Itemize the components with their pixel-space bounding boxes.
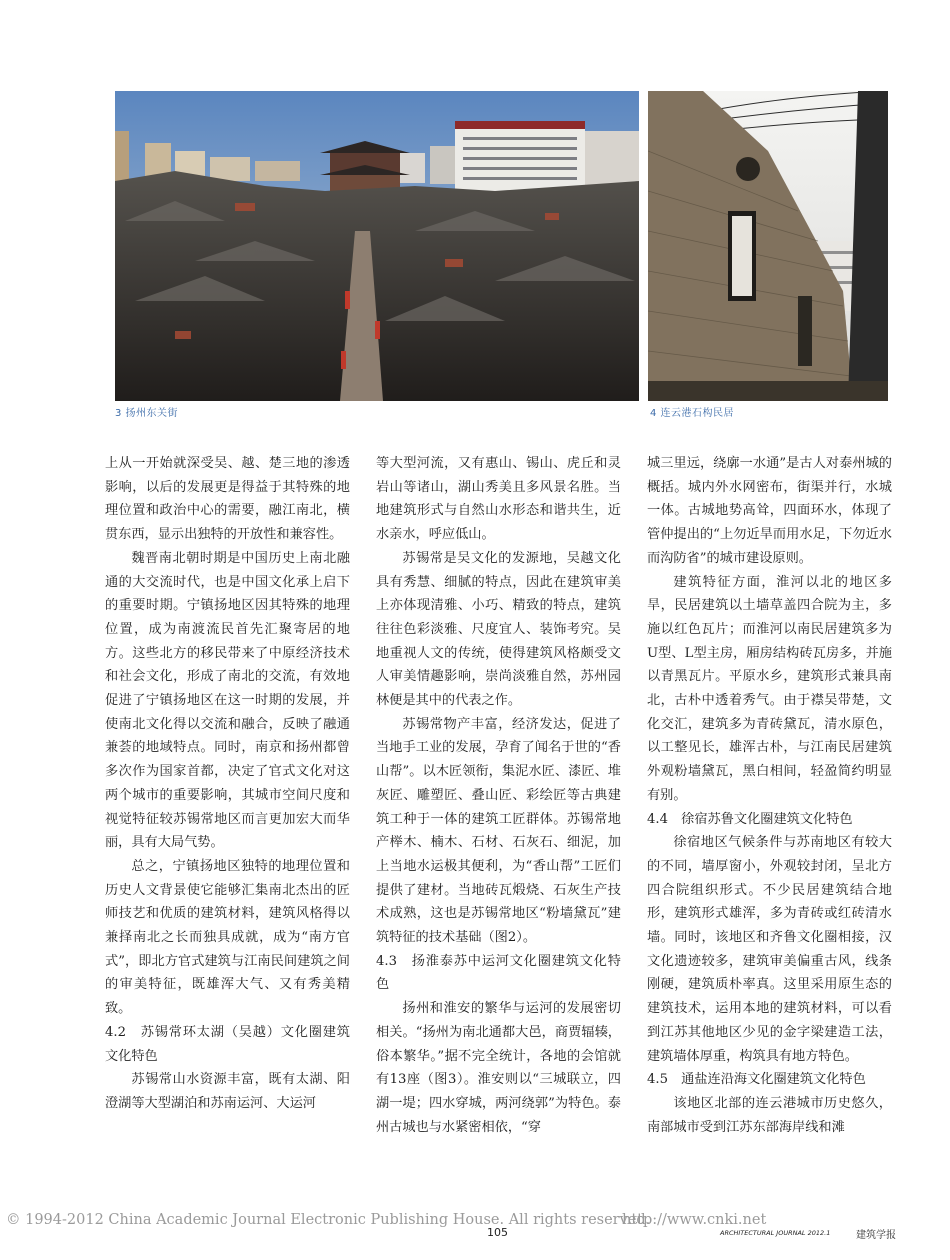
paragraph: 总之，宁镇扬地区独特的地理位置和历史人文背景使它能够汇集南北杰出的匠师技艺和优质的建筑材料，建筑风格得以兼择南北之长而独具成就，成为“南方官式”，即北方官式建筑与江南民间建筑之间的审美特征，既雄浑大气、又有秀美精致。 [105,858,350,1017]
page-number: 105 [487,1226,508,1239]
section-heading-4-3: 4.3 扬淮泰苏中运河文化圈建筑文化特色 [376,953,621,993]
section-heading-4-2: 4.2 苏锡常环太湖（吴越）文化圈建筑文化特色 [105,1024,350,1064]
section-heading-4-5: 4.5 通盐连沿海文化圈建筑文化特色 [647,1072,866,1088]
text-column-2 [376,452,621,1139]
paragraph: 上从一开始就深受吴、越、楚三地的渗透影响，以后的发展更是得益于其特殊的地理位置和政治中心的需要，融江南北，横贯东西，显示出独特的开放性和兼容性。 [105,456,350,543]
paragraph: 该地区北部的连云港城市历史悠久，南部城市受到江苏东部海岸线和滩 [647,1095,892,1135]
paragraph: 魏晋南北朝时期是中国历史上南北融通的大交流时代，也是中国文化承上启下的重要时期。宁镇扬地区因其特殊的地理位置，成为南渡流民首先汇聚寄居的地方。这些北方的移民带来了中原经济技术和社会文化，形成了南北的交流，有效地促进了宁镇扬地区在这一时期的发展，并使南北文化得以交流和融合，反映了融通兼荟的地域特点。同时，南京和扬州都曾多次作为国家首都，决定了官式文化对这两个城市的重要影响，其城市空间尺度和视觉特征较苏锡常地区而言更加宏大而华丽，具有大局气势。 [105,550,350,851]
journal-name-cn: 建筑学报 [856,1230,896,1241]
paragraph: 等大型河流，又有惠山、锡山、虎丘和灵岩山等诸山，湖山秀美且多风景名胜。当地建筑形式与自然山水形态和谐共生，近水亲水，呼应低山。 [376,456,621,543]
section-heading-4-4: 4.4 徐宿苏鲁文化圈建筑文化特色 [647,811,853,827]
copyright-text: © 1994-2012 China Academic Journal Electronic Publishing House. All rights reserved. [6,1212,651,1228]
paragraph: 建筑特征方面，淮河以北的地区多旱，民居建筑以土墙草盖四合院为主，多施以红色瓦片；而淮河以南民居建筑多为U型、L型主房，厢房结构砖瓦房多，并施以青黑瓦片。平原水乡，建筑形式兼具南北，古朴中透着秀气。由于襟吴带楚，文化交汇，建筑多为青砖黛瓦，清水原色，以工整见长，雄浑古朴，与江南民居建筑外观粉墙黛瓦，黑白相间，轻盈简约明显有别。 [647,574,892,803]
paragraph: 扬州和淮安的繁华与运河的发展密切相关。“扬州为南北通都大邑，商贾辐辏，俗本繁华。”据不完全统计，各地的会馆就有13座（图3）。淮安则以“三城联立，四湖一堤；四水穿城，两河绕郭”为特色。泰州古城也与水紧密相依，“穿 [376,1001,621,1135]
journal-name-en: ARCHITECTURAL JOURNAL 2012.1 [720,1229,831,1237]
text-column-3 [647,452,892,1139]
paragraph: 徐宿地区气候条件与苏南地区有较大的不同，墙厚窗小，外观较封闭，呈北方四合院组织形式。不少民居建筑结合地形，建筑形式雄浑，多为青砖或红砖清水墙。同时，该地区和齐鲁文化圈相接，汉文化遗迹较多，建筑审美偏重古风，线条刚硬，建筑质朴率真。这里采用原生态的建筑技术，运用本地的建筑材料，可以看到江苏其他地区少见的金字梁建造工法，建筑墙体厚重，构筑具有地方特色。 [647,835,892,1064]
cnki-url[interactable]: http://www.cnki.net [622,1212,767,1228]
paragraph: 苏锡常山水资源丰富，既有太湖、阳澄湖等大型湖泊和苏南运河、大运河 [105,1072,350,1111]
figure-3-caption: 3 扬州东关街 [115,408,179,419]
figure-3-photo [115,91,639,401]
paragraph: 苏锡常是吴文化的发源地，吴越文化具有秀慧、细腻的特点，因此在建筑审美上亦体现清雅、小巧、精致的特点，建筑往往色彩淡雅、尺度宜人、装饰考究。吴地重视人文的传统，使得建筑风格颇受文人审美情趣影响，崇尚淡雅自然，苏州园林便是其中的代表之作。 [376,550,621,709]
paragraph: 苏锡常物产丰富，经济发达，促进了当地手工业的发展，孕育了闻名于世的“香山帮”。以木匠领衔，集泥水匠、漆匠、堆灰匠、雕塑匠、叠山匠、彩绘匠等古典建筑工种于一体的建筑工匠群体。苏锡常地产榉木、楠木、石材、石灰石、细泥，加上当地水运极其便利，为“香山帮”工匠们提供了建材。当地砖瓦煅烧、石灰生产技术成熟，这也是苏锡常地区“粉墙黛瓦”建筑特征的技术基础（图2）。 [376,716,621,946]
text-column-1 [105,452,350,1116]
figure-4-photo [648,91,888,401]
figure-4-caption: 4 连云港石构民居 [650,408,735,419]
paragraph: 城三里远，绕廓一水通”是古人对泰州城的概括。城内外水网密布，街渠并行，水城一体。古城地势高耸，四面环水，体现了管仲提出的“上勿近旱而用水足，下勿近水而沟防省”的城市建设原则。 [647,456,892,566]
